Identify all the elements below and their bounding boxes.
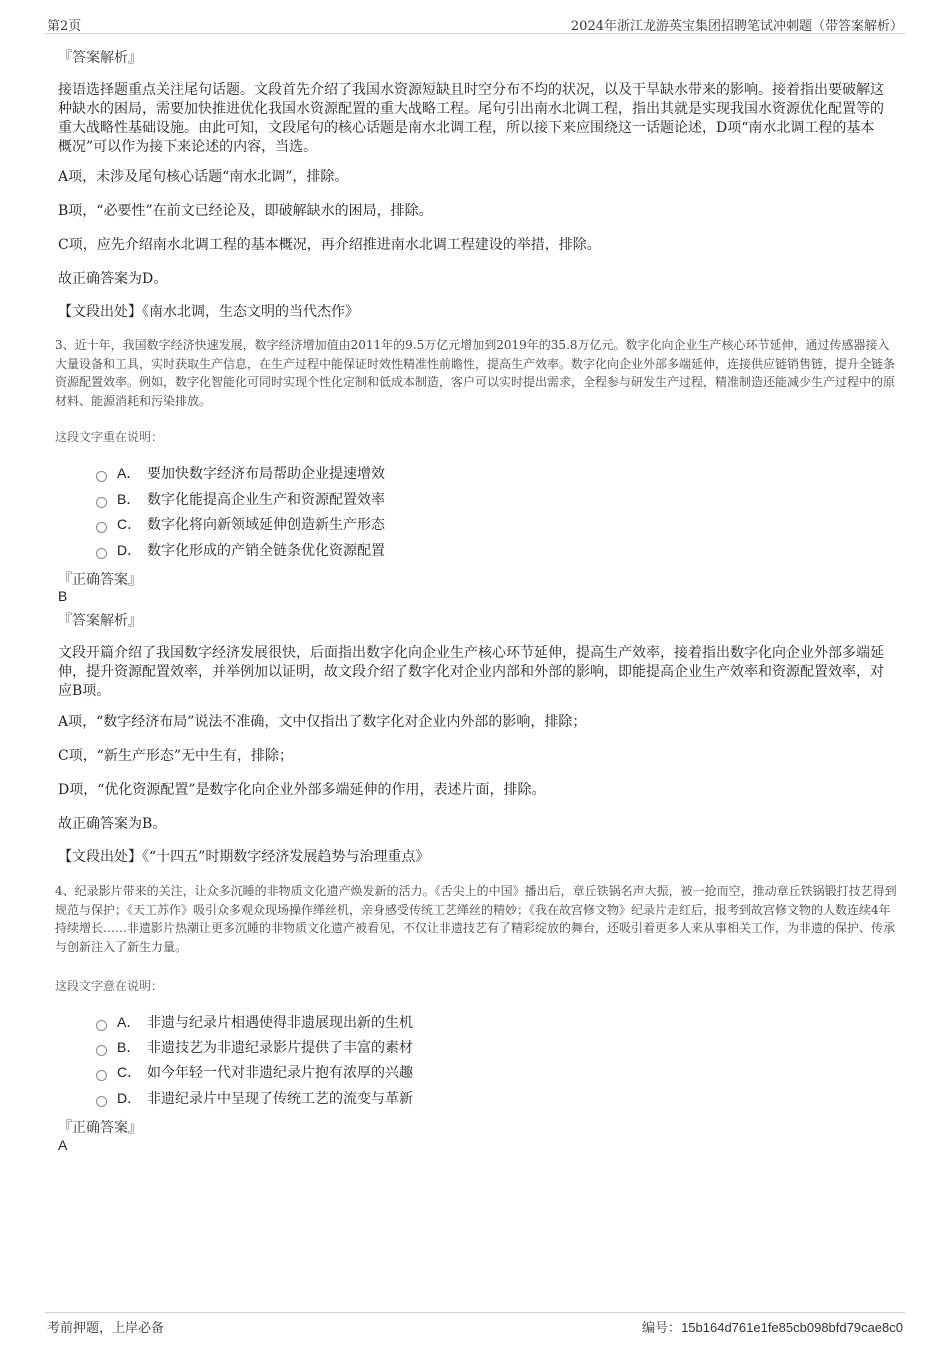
q2-conclusion: 故正确答案为D。 <box>58 271 168 287</box>
document-title: 2024年浙江龙游英宝集团招聘笔试冲刺题（带答案解析） <box>570 19 903 34</box>
q2-option-c-note: C项，应先介绍南水北调工程的基本概况，再介绍推进南水北调工程建设的举措，排除。 <box>58 237 601 253</box>
q2-analysis-label: 『答案解析』 <box>58 50 142 66</box>
q2-option-b-note: B项，“必要性”在前文已经论及，即破解缺水的困局，排除。 <box>58 203 433 219</box>
q2-analysis-text: 接语选择题重点关注尾句话题。文段首先介绍了我国水资源短缺且时空分布不均的状况，以及干旱缺水带来的影响。接着指出要破解这种缺水的困局，需要加快推进优化我国水资源配置的重大战略工程。尾句引出南水北调工程，指出其就是实现我国水资源优化配置等的重大战略性基础设施。由此可知，文段尾句的核心话题是南水北调工程，所以接下来应围绕这一话题论述，D项“南水北调工程的基本概况”可以作为接下来论述的内容，当选。 <box>58 82 884 155</box>
q3-option-a-note: A项，“数字经济布局”说法不准确，文中仅指出了数字化对企业内外部的影响，排除； <box>58 714 587 730</box>
q3-option-a[interactable]: A． 要加快数字经济布局帮助企业提速增效 <box>96 463 385 483</box>
q4-prompt: 这段文字意在说明： <box>55 979 164 993</box>
q4-answer: A <box>58 1137 68 1153</box>
q3-option-c-note: C项，“新生产形态”无中生有，排除； <box>58 748 294 764</box>
radio-icon[interactable] <box>96 497 107 508</box>
page-number: 第2页 <box>47 19 82 34</box>
q4-option-c[interactable]: C． 如今年轻一代对非遗纪录片抱有浓厚的兴趣 <box>96 1062 413 1082</box>
q3-option-d-note: D项，“优化资源配置”是数字化向企业外部多端延伸的作用，表述片面，排除。 <box>58 782 546 798</box>
q4-option-b[interactable]: B． 非遗技艺为非遗纪录影片提供了丰富的素材 <box>96 1037 413 1057</box>
q4-option-a[interactable]: A． 非遗与纪录片相遇使得非遗展现出新的生机 <box>96 1012 413 1032</box>
q2-option-a-note: A项，未涉及尾句核心话题“南水北调”，排除。 <box>58 169 349 185</box>
radio-icon[interactable] <box>96 522 107 533</box>
q4-answer-label: 『正确答案』 <box>58 1120 142 1136</box>
radio-icon[interactable] <box>96 1070 107 1081</box>
document-code: 编号：15b164d761e1fe85cb098bfd79cae8c0 <box>642 1320 903 1336</box>
q4-stem: 4、纪录影片带来的关注，让众多沉睡的非物质文化遗产焕发新的活力。《舌尖上的中国》播出后，章丘铁锅名声大振，被一抢而空，推动章丘铁锅锻打技艺得到规范与保护；《天工苏作》吸引众多观众现场操作缂丝机，亲身感受传统工艺缂丝的精妙；《我在故宫修文物》纪录片走红后，报考到故宫修文物的人数连续4年持续增长……非遗影片热潮让更多沉睡的非物质文化遗产被看见，不仅让非遗技艺有了精彩绽放的舞台，还吸引着更多人来从事相关工作，为非遗的保护、传承与创新注入了新生力量。 <box>55 884 897 954</box>
q3-option-d[interactable]: D． 数字化形成的产销全链条优化资源配置 <box>96 540 385 560</box>
footer-slogan: 考前押题，上岸必备 <box>47 1321 165 1336</box>
q3-analysis-label: 『答案解析』 <box>58 613 142 629</box>
q3-option-b[interactable]: B． 数字化能提高企业生产和资源配置效率 <box>96 489 385 509</box>
q3-conclusion: 故正确答案为B。 <box>58 816 167 832</box>
q3-stem: 3、近十年，我国数字经济快速发展，数字经济增加值由2011年的9.5万亿元增加到2019年的35.8万亿元。数字化向企业生产核心环节延伸，通过传感器接入大量设备和工具，实时获取生产信息，在生产过程中能保证时效性精准性前瞻性，提高生产效率。数字化向企业外部多端延伸，连接供应链销售链，提升全链条资源配置效率。例如，数字化智能化可同时实现个性化定制和低成本制造，客户可以实时提出需求，全程参与研发生产过程，精准制造还能减少生产过程中的原材料、能源消耗和污染排放。 <box>55 338 896 408</box>
radio-icon[interactable] <box>96 548 107 559</box>
page-footer <box>45 1312 905 1343</box>
q3-answer: B <box>58 588 68 604</box>
radio-icon[interactable] <box>96 1020 107 1031</box>
page-header <box>45 13 905 34</box>
q3-prompt: 这段文字重在说明： <box>55 430 164 444</box>
q3-source: 【文段出处】《“十四五”时期数字经济发展趋势与治理重点》 <box>58 849 430 865</box>
radio-icon[interactable] <box>96 471 107 482</box>
q3-option-c[interactable]: C． 数字化将向新领域延伸创造新生产形态 <box>96 514 385 534</box>
q3-analysis-text: 文段开篇介绍了我国数字经济发展很快，后面指出数字化向企业生产核心环节延伸，提高生产效率，接着指出数字化向企业外部多端延伸，提升资源配置效率，并举例加以证明，故文段介绍了数字化对企业内部和外部的影响，即能提高企业生产效率和资源配置效率，对应B项。 <box>58 645 884 699</box>
q3-answer-label: 『正确答案』 <box>58 572 142 588</box>
radio-icon[interactable] <box>96 1096 107 1107</box>
q4-option-d[interactable]: D． 非遗纪录片中呈现了传统工艺的流变与革新 <box>96 1088 413 1108</box>
q2-source: 【文段出处】《南水北调，生态文明的当代杰作》 <box>58 304 359 320</box>
radio-icon[interactable] <box>96 1045 107 1056</box>
